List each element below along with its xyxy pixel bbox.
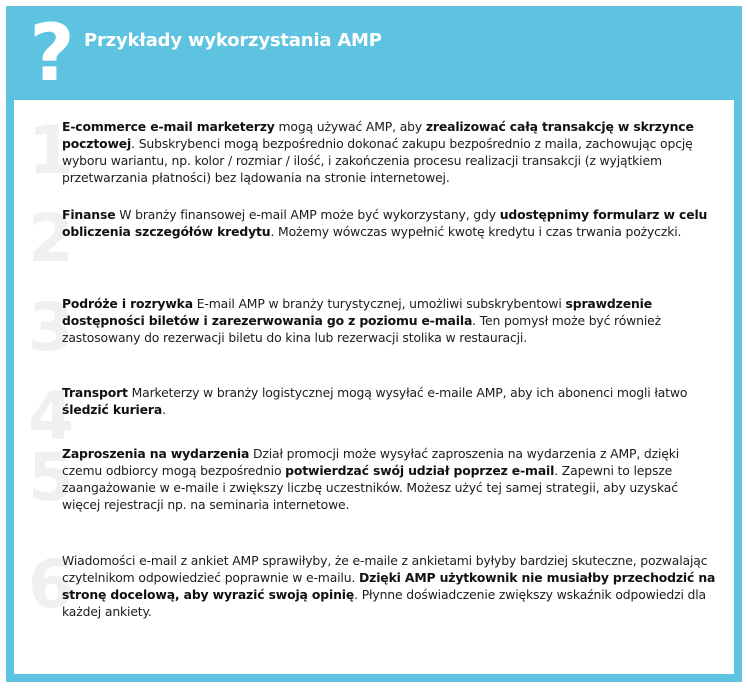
text-segment: Wiadomości e-mail z ankiet AMP sprawiłyby, że e-maile z ankietami byłyby bardziej skuteczne, pozwalając czytelnikom odpowiedzieć poprawnie w e-mailu. [62,553,708,585]
bold-text-segment: Zaproszenia na wydarzenia [62,446,250,461]
item-text [62,552,716,620]
content-panel [14,100,734,674]
item-number: 6 [28,546,74,623]
item-number: 1 [28,112,74,189]
item-text [62,295,716,346]
item-number: 5 [28,439,74,516]
text-segment: . Subskrybenci mogą bezpośrednio dokonać zakupu bezpośrednio z maila, zachowując opcję wyboru wariantu, np. kolor / rozmiar / ilość, i zakończenia procesu realizacji transakcji (z wyjątkiem przetwarzania płatności) bez lądowania na stronie internetowej. [62,136,693,185]
bold-text-segment: zrealizować całą transakcję w skrzynce pocztowej [62,119,694,151]
info-card [6,6,742,682]
text-segment: . Ten pomysł może być również zastosowany do rezerwacji biletu do kina lub rezerwacji stolika w restauracji. [62,313,661,345]
item-text [62,118,716,186]
text-segment: . Możemy wówczas wypełnić kwotę kredytu i czas trwania pożyczki. [270,224,682,239]
item-number: 4 [28,378,74,455]
text-segment: . [162,402,166,417]
bold-text-segment: potwierdzać swój udział poprzez e-mail [285,463,555,478]
bold-text-segment: E-commerce e-mail marketerzy [62,119,275,134]
text-segment: . Płynne doświadczenie zwiększy wskaźnik odpowiedzi dla każdej ankiety. [62,587,706,619]
text-segment: W branży finansowej e-mail AMP może być wykorzystany, gdy [115,207,500,222]
item-number: 3 [28,289,74,366]
bold-text-segment: Finanse [62,207,116,222]
item-text [62,206,716,240]
card-header [6,6,742,98]
bold-text-segment: Dzięki AMP użytkownik nie musiałby przechodzić na stronę docelową, aby wyrazić swoją opinię [62,570,716,602]
text-segment: Marketerzy w branży logistycznej mogą wysyłać e-maile AMP, aby ich abonenci mogli łatwo [127,385,688,400]
question-mark-icon: ? [29,9,75,99]
bold-text-segment: Transport [62,385,128,400]
item-number: 2 [28,200,74,277]
card-title: Przykłady wykorzystania AMP [84,30,382,51]
text-segment: mogą używać AMP, aby [274,119,426,134]
text-segment: E-mail AMP w branży turystycznej, umożliwi subskrybentowi [192,296,566,311]
bold-text-segment: udostępnimy formularz w celu obliczenia szczegółów kredytu [62,207,708,239]
bold-text-segment: Podróże i rozrywka [62,296,193,311]
item-text [62,445,716,513]
text-segment: Dział promocji może wysyłać zaproszenia na wydarzenia z AMP, dzięki czemu odbiorcy mogą bezpośrednio [62,446,680,478]
text-segment: . Zapewni to lepsze zaangażowanie w e-maile i zwiększy liczbę uczestników. Możesz użyć tej samej strategii, aby uzyskać więcej rejestracji np. na seminaria internetowe. [62,463,678,512]
item-text [62,384,716,418]
bold-text-segment: sprawdzenie dostępności biletów i zarezerwowania go z poziomu e-maila [62,296,652,328]
bold-text-segment: śledzić kuriera [62,402,163,417]
